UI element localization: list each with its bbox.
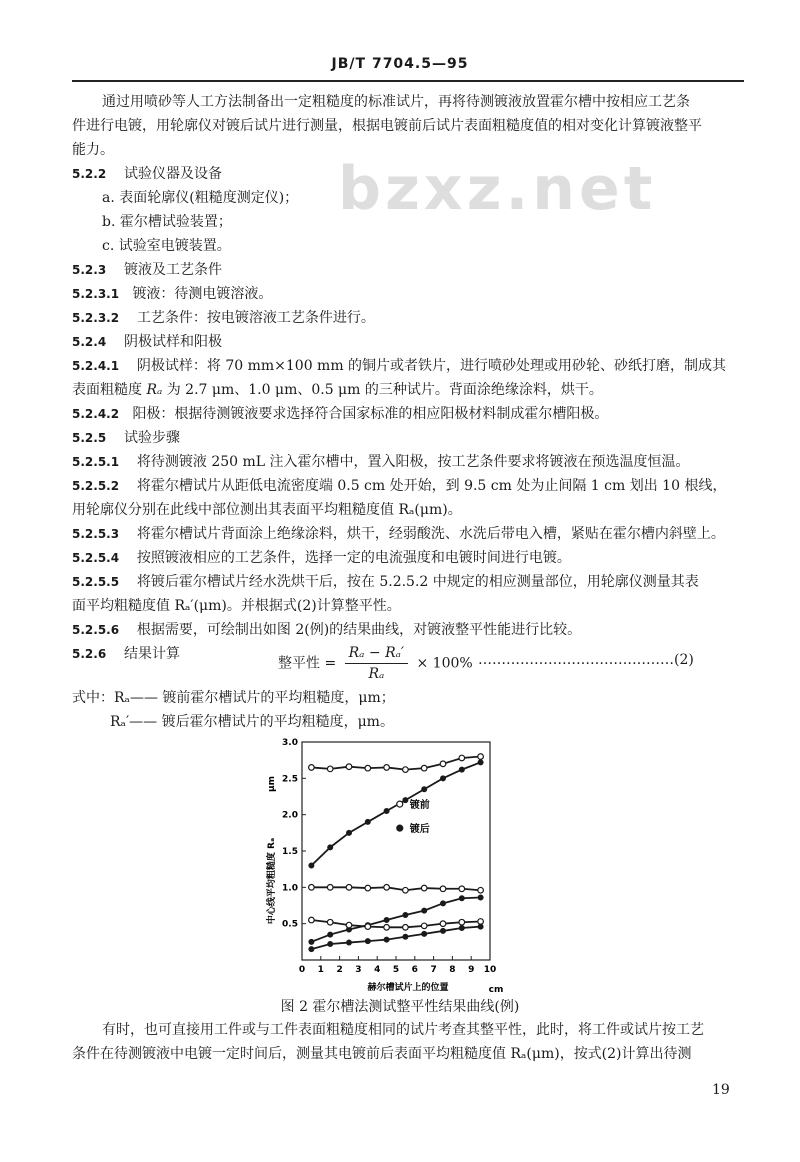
data-point: [441, 776, 446, 781]
data-point: [421, 885, 427, 891]
section-number: 5.2.5.5: [72, 575, 120, 589]
series-line: [311, 762, 480, 865]
section-number: 5.2.5.4: [72, 551, 120, 565]
data-point: [440, 761, 446, 767]
section-number: 5.2.4.1: [72, 359, 120, 373]
section-text: 镀液：待测电镀溶液。: [132, 286, 273, 302]
paragraph-1-line-3: 能力。: [72, 142, 114, 158]
data-point: [441, 929, 446, 934]
data-point: [384, 918, 389, 923]
series-line: [311, 898, 480, 942]
data-point: [365, 939, 370, 944]
section-number: 5.2.5.2: [72, 479, 120, 493]
where-line-2: Rₐ′—— 镀后霍尔槽试片的平均粗糙度，μm。: [110, 714, 394, 730]
formula-rhs: × 100%: [416, 655, 473, 672]
symbol-ra: Rₐ: [146, 382, 163, 398]
legend-marker: [397, 825, 403, 831]
y-tick-label: 2.5: [282, 774, 298, 785]
section-text: 将霍尔槽试片从距低电流密度端 0.5 cm 处开始，到 9.5 cm 处为止间隔 1 cm 划出 10 根线，: [136, 478, 727, 494]
data-point: [309, 939, 314, 944]
section-5-2-6: [72, 644, 180, 664]
data-point: [440, 921, 446, 927]
paragraph-1-line-1: 通过用喷砂等人工方法制备出一定粗糙度的标准试片，再将待测镀液放置霍尔槽中按相应工艺条: [102, 94, 690, 110]
data-point: [403, 925, 409, 931]
section-number: 5.2.2: [72, 167, 107, 181]
x-axis-label: 赫尔槽试片上的位置: [367, 983, 449, 993]
data-point: [422, 908, 427, 913]
formula-lhs: 整平性 =: [278, 655, 337, 672]
plot-layer: [265, 738, 503, 994]
section-number: 5.2.5.3: [72, 527, 120, 541]
section-text: 将待测镀液 250 mL 注入霍尔槽中，置入阳极，按工艺条件要求将镀液在预选温度恒温。: [136, 454, 690, 470]
paragraph-2-line-1: 有时，也可直接用工件或与工件表面粗糙度相同的试片考查其整平性，此时，将工件或试片按工艺: [102, 1022, 704, 1038]
x-tick-label: 0: [298, 965, 306, 975]
section-number: 5.2.5.1: [72, 455, 120, 469]
data-point: [421, 765, 427, 771]
data-point: [459, 755, 465, 761]
section-title: 试验步骤: [123, 430, 180, 446]
series-line: [311, 927, 480, 950]
section-title: 镀液及工艺条件: [123, 262, 222, 278]
data-point: [384, 937, 389, 942]
section-number: 5.2.5.6: [72, 623, 120, 637]
series-line: [311, 887, 480, 890]
section-5-2-5-5: [72, 572, 699, 592]
data-point: [384, 885, 390, 891]
data-point: [327, 766, 333, 772]
formula-numerator: Rₐ − Rₐ′: [345, 645, 408, 664]
section-number: 5.2.5: [72, 431, 107, 445]
data-point: [403, 798, 408, 803]
list-item-a: a. 表面轮廓仪(粗糙度测定仪)；: [102, 190, 299, 206]
data-point: [327, 919, 333, 925]
data-point: [328, 845, 333, 850]
y-axis-label: 中心线平均粗糙度 Rₐ: [267, 837, 277, 925]
data-point: [347, 830, 352, 835]
data-point: [384, 925, 390, 931]
series-line: [311, 920, 480, 927]
formula: [278, 645, 473, 682]
data-point: [478, 895, 483, 900]
data-point: [346, 885, 352, 891]
page-number: 19: [712, 1082, 730, 1098]
data-point: [478, 887, 484, 893]
data-point: [328, 942, 333, 947]
data-point: [403, 934, 408, 939]
section-5-2-5-3: [72, 524, 725, 544]
section-5-2-5-4: [72, 548, 571, 568]
paragraph-2-line-2: 条件在待测镀液中电镀一定时间后，测量其电镀前后表面平均粗糙度值 Rₐ(μm)，按式(2)计算出待测: [72, 1046, 692, 1062]
x-tick-label: 1: [317, 965, 324, 975]
x-tick-label: 2: [336, 965, 343, 975]
equation-number: ……………………………………(2): [478, 652, 694, 668]
data-point: [309, 885, 315, 891]
section-text: 工艺条件：按电镀溶液工艺条件进行。: [136, 310, 375, 326]
data-point: [365, 924, 371, 930]
data-point: [346, 922, 352, 928]
section-title: 结果计算: [123, 646, 180, 662]
data-point: [422, 931, 427, 936]
data-point: [478, 760, 483, 765]
data-point: [459, 919, 465, 925]
section-number: 5.2.3.1: [72, 287, 120, 301]
data-point: [328, 932, 333, 937]
section-5-2-4: [72, 332, 222, 352]
data-point: [403, 887, 409, 893]
section-number: 5.2.3: [72, 263, 107, 277]
formula-fraction: [345, 645, 408, 682]
data-point: [440, 886, 446, 892]
x-tick-label: 5: [392, 965, 400, 975]
section-text: 阴极试样：将 70 mm×100 mm 的铜片或者铁片，进行喷砂处理或用砂轮、砂纸打磨，制成其: [136, 358, 727, 374]
data-point: [365, 820, 370, 825]
data-point: [346, 764, 352, 770]
data-point: [459, 896, 464, 901]
x-tick-label: 7: [430, 965, 437, 975]
x-tick-label: 6: [411, 965, 418, 975]
y-axis-unit: μm: [267, 775, 277, 793]
figure-caption: 图 2 霍尔槽法测试整平性结果曲线(例): [280, 999, 520, 1015]
data-point: [478, 754, 484, 760]
section-text: 阳极：根据待测镀液要求选择符合国家标准的相应阳极材料制成霍尔槽阳极。: [132, 406, 609, 422]
legend-marker: [397, 801, 403, 807]
text-fragment: 为 2.7 μm、1.0 μm、0.5 μm 的三种试片。背面涂绝缘涂料，烘干。: [162, 382, 603, 398]
x-tick-label: 9: [468, 965, 475, 975]
section-title: 试验仪器及设备: [123, 166, 222, 182]
leveling-chart: [262, 732, 522, 994]
section-number: 5.2.4.2: [72, 407, 120, 421]
x-tick-label: 10: [483, 965, 497, 975]
section-5-2-5-1: [72, 452, 690, 472]
list-item-c: c. 试验室电镀装置。: [102, 238, 231, 254]
paragraph-1-line-2: 件进行电镀，用轮廓仪对镀后试片进行测量，根据电镀前后试片表面粗糙度值的相对变化计算镀液整平: [72, 118, 702, 134]
formula-denominator: Rₐ: [368, 666, 385, 682]
data-point: [403, 767, 409, 773]
data-point: [459, 767, 464, 772]
text-fragment: 表面粗糙度: [72, 382, 147, 398]
data-point: [403, 913, 408, 918]
data-point: [309, 765, 315, 771]
x-axis-unit: cm: [488, 985, 504, 994]
section-5-2-4-1-line-2: [72, 380, 603, 400]
header-rule: [72, 80, 744, 82]
y-tick-label: 2.0: [282, 810, 298, 821]
section-5-2-5: [72, 428, 180, 448]
section-number: 5.2.4: [72, 335, 107, 349]
where-line-1: 式中：Rₐ—— 镀前霍尔槽试片的平均粗糙度，μm；: [72, 690, 395, 706]
section-5-2-3: [72, 260, 222, 280]
section-text: 将霍尔槽试片背面涂上绝缘涂料，烘干，经弱酸洗、水洗后带电入槽，紧贴在霍尔槽内斜壁上。: [136, 526, 725, 542]
legend-label: 镀前: [409, 800, 430, 812]
data-point: [365, 765, 371, 771]
section-number: 5.2.3.2: [72, 311, 120, 325]
section-text: 将镀后霍尔槽试片经水洗烘干后，按在 5.2.5.2 中规定的相应测量部位，用轮廓仪测量其表: [136, 574, 699, 590]
data-point: [365, 885, 371, 891]
y-tick-label: 0.5: [282, 919, 298, 930]
section-number: 5.2.6: [72, 647, 107, 661]
section-text: 按照镀液相应的工艺条件，选择一定的电流强度和电镀时间进行电镀。: [136, 550, 571, 566]
section-5-2-5-2: [72, 476, 726, 496]
watermark: bzxz.net: [338, 154, 657, 224]
data-point: [309, 947, 314, 952]
section-5-2-5-6: [72, 620, 581, 640]
y-tick-label: 1.0: [282, 883, 298, 894]
data-point: [347, 940, 352, 945]
standard-code-header: JB/T 7704.5—95: [331, 56, 469, 72]
data-point: [422, 787, 427, 792]
data-point: [309, 863, 314, 868]
data-point: [421, 923, 427, 929]
section-text: 根据需要，可绘制出如图 2(例)的结果曲线，对镀液整平性能进行比较。: [136, 622, 582, 638]
section-5-2-3-1: [72, 284, 272, 304]
x-tick-label: 4: [374, 965, 381, 975]
section-5-2-3-2: [72, 308, 375, 328]
section-title: 阴极试样和阳极: [123, 334, 222, 350]
data-point: [478, 924, 483, 929]
section-5-2-2: [72, 164, 222, 184]
section-5-2-5-2-line-2: 用轮廓仪分别在此线中部位测出其表面平均粗糙度值 Rₐ(μm)。: [72, 502, 462, 518]
section-5-2-4-2: [72, 404, 608, 424]
series-line: [311, 757, 480, 770]
y-tick-label: 1.5: [282, 847, 298, 857]
data-point: [327, 885, 333, 891]
data-point: [459, 886, 465, 892]
data-point: [384, 809, 389, 814]
section-5-2-4-1: [72, 356, 726, 376]
legend-label: 镀后: [409, 824, 430, 836]
x-tick-label: 3: [355, 965, 362, 975]
y-tick-label: 3.0: [282, 738, 298, 748]
data-point: [459, 926, 464, 931]
data-point: [478, 919, 484, 925]
data-point: [441, 901, 446, 906]
data-point: [384, 765, 390, 771]
section-5-2-5-5-line-2: 面平均粗糙度值 Rₐ′(μm)。并根据式(2)计算整平性。: [72, 598, 401, 614]
x-tick-label: 8: [449, 965, 456, 975]
list-item-b: b. 霍尔槽试验装置；: [102, 214, 232, 230]
data-point: [309, 917, 315, 923]
